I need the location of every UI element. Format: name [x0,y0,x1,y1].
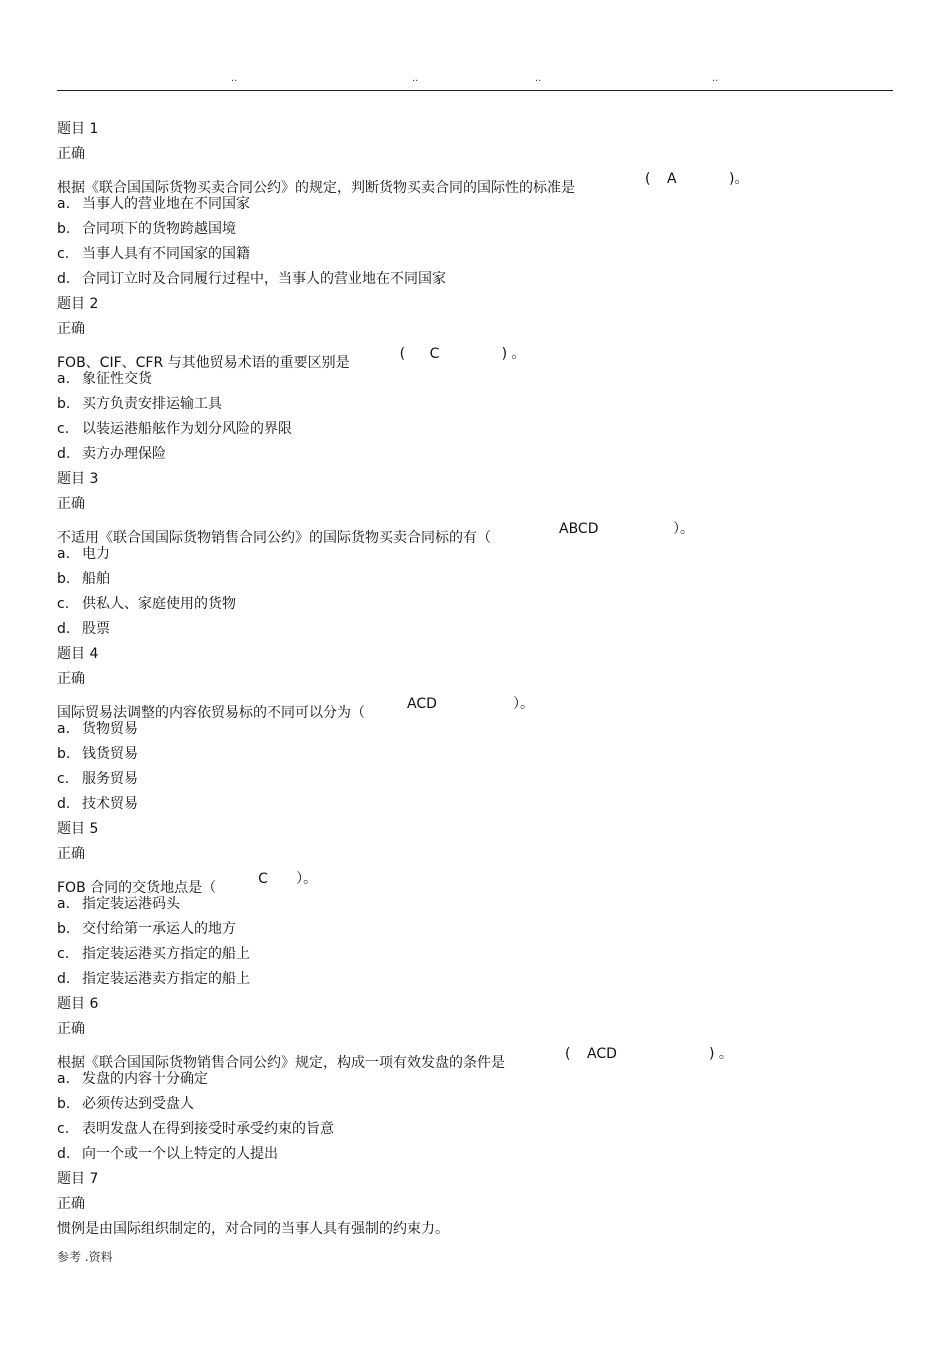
option-letter: b. [57,396,71,412]
option-text: 象征性交货 [82,371,152,387]
question-text-line [57,1042,893,1071]
page-footer: 参考 .资料 [57,1250,113,1264]
option-letter: b. [57,746,71,762]
option-letter: a. [57,196,71,212]
option-item [57,767,893,792]
answer-value: ACD [407,696,437,712]
option-letter: c. [57,1121,70,1137]
option-text: 卖方办理保险 [82,446,166,462]
option-text: 钱货贸易 [82,746,138,762]
question-title: 题目 2 [57,296,99,312]
header-dots: .. [535,73,542,84]
question-text-line [57,692,893,721]
option-text: 服务贸易 [82,771,138,787]
question-text: FOB 合同的交货地点是（ [57,880,217,896]
question-title: 题目 1 [57,121,99,137]
option-letter: d. [57,971,71,987]
option-letter: a. [57,1071,71,1087]
answer-blank [491,517,721,542]
option-item [57,367,893,392]
option-item [57,1142,893,1167]
option-text: 电力 [82,546,110,562]
question-status: 正确 [57,1021,85,1037]
answer-blank [350,342,550,367]
option-letter: a. [57,721,71,737]
question-text: FOB、CIF、CFR 与其他贸易术语的重要区别是 [57,355,350,371]
question-status: 正确 [57,671,85,687]
option-text: 指定装运港买方指定的船上 [82,946,250,962]
option-text: 指定装运港卖方指定的船上 [82,971,250,987]
question-title: 题目 7 [57,1171,99,1187]
page-header [57,72,893,91]
option-item [57,217,893,242]
option-text: 以装运港船舷作为划分风险的界限 [82,421,292,437]
option-letter: c. [57,421,70,437]
option-letter: d. [57,271,71,287]
question-status: 正确 [57,1196,85,1212]
option-item [57,967,893,992]
question-text: 惯例是由国际组织制定的，对合同的当事人具有强制的约束力。 [57,1221,449,1237]
option-letter: b. [57,571,71,587]
option-letter: a. [57,896,71,912]
answer-value: ABCD [559,521,599,537]
option-letter: a. [57,371,71,387]
option-item [57,267,893,292]
option-letter: b. [57,1096,71,1112]
question-status: 正确 [57,146,85,162]
answer-blank [216,867,366,892]
option-item [57,892,893,917]
header-dots: .. [231,73,238,84]
answer-value: C [258,871,268,887]
option-text: 买方负责安排运输工具 [82,396,222,412]
option-letter: c. [57,946,70,962]
option-letter: d. [57,446,71,462]
answer-value: C [429,346,440,362]
option-item [57,542,893,567]
answer-blank [505,1042,755,1067]
bracket-left: ( [645,171,651,187]
question-title: 题目 6 [57,996,99,1012]
option-letter: d. [57,1146,71,1162]
option-text: 船舶 [82,571,110,587]
option-item [57,717,893,742]
bracket-left: ( [565,1046,571,1062]
option-letter: d. [57,621,71,637]
answer-blank [365,692,585,717]
header-dots: .. [412,73,419,84]
option-item [57,917,893,942]
option-text: 股票 [82,621,110,637]
option-text: 当事人的营业地在不同国家 [82,196,250,212]
bracket-right: ）。 [296,871,318,887]
bracket-right: ）。 [513,696,534,712]
option-letter: b. [57,921,71,937]
option-text: 交付给第一承运人的地方 [82,921,236,937]
option-letter: c. [57,596,70,612]
option-letter: c. [57,771,70,787]
option-item [57,792,893,817]
option-item [57,1117,893,1142]
option-item [57,1067,893,1092]
option-item [57,417,893,442]
question-title: 题目 3 [57,471,99,487]
option-item [57,592,893,617]
option-item [57,617,893,642]
bracket-right: ）。 [673,521,694,537]
option-item [57,392,893,417]
question-text: 国际贸易法调整的内容依贸易标的不同可以分为（ [57,705,365,721]
option-item [57,442,893,467]
answer-value: A [667,171,677,187]
question-text: 不适用《联合国国际货物销售合同公约》的国际货物买卖合同标的有（ [57,530,491,546]
option-item [57,942,893,967]
option-item [57,242,893,267]
question-text-line [57,167,893,196]
option-text: 合同订立时及合同履行过程中，当事人的营业地在不同国家 [82,271,446,287]
answer-value: ACD [587,1046,617,1062]
option-letter: a. [57,546,71,562]
bracket-right: ) 。 [501,346,526,362]
question-text-line [57,342,893,371]
question-title: 题目 5 [57,821,99,837]
option-item [57,742,893,767]
option-text: 当事人具有不同国家的国籍 [82,246,250,262]
question-text-line [57,867,893,896]
option-item [57,1092,893,1117]
quiz-content [57,117,893,1242]
option-text: 合同项下的货物跨越国境 [82,221,236,237]
option-item [57,192,893,217]
question-text: 根据《联合国国际货物买卖合同公约》的规定，判断货物买卖合同的国际性的标准是 [57,180,575,196]
question-title: 题目 4 [57,646,99,662]
header-dots: .. [712,73,719,84]
option-text: 货物贸易 [82,721,138,737]
option-text: 发盘的内容十分确定 [82,1071,208,1087]
bracket-right: )。 [729,171,749,187]
option-text: 向一个或一个以上特定的人提出 [82,1146,278,1162]
option-letter: d. [57,796,71,812]
option-letter: b. [57,221,71,237]
question-status: 正确 [57,321,85,337]
question-status: 正确 [57,846,85,862]
option-letter: c. [57,246,70,262]
option-text: 表明发盘人在得到接受时承受约束的旨意 [82,1121,334,1137]
bracket-right: ) 。 [709,1046,733,1062]
option-text: 必须传达到受盘人 [82,1096,194,1112]
question-status: 正确 [57,496,85,512]
question-text-line [57,1217,893,1242]
answer-blank [575,167,755,192]
option-item [57,567,893,592]
option-text: 供私人、家庭使用的货物 [82,596,236,612]
question-text: 根据《联合国国际货物销售合同公约》规定，构成一项有效发盘的条件是 [57,1055,505,1071]
bracket-left: ( [399,346,406,362]
option-text: 指定装运港码头 [82,896,180,912]
option-text: 技术贸易 [82,796,138,812]
question-text-line [57,517,893,546]
